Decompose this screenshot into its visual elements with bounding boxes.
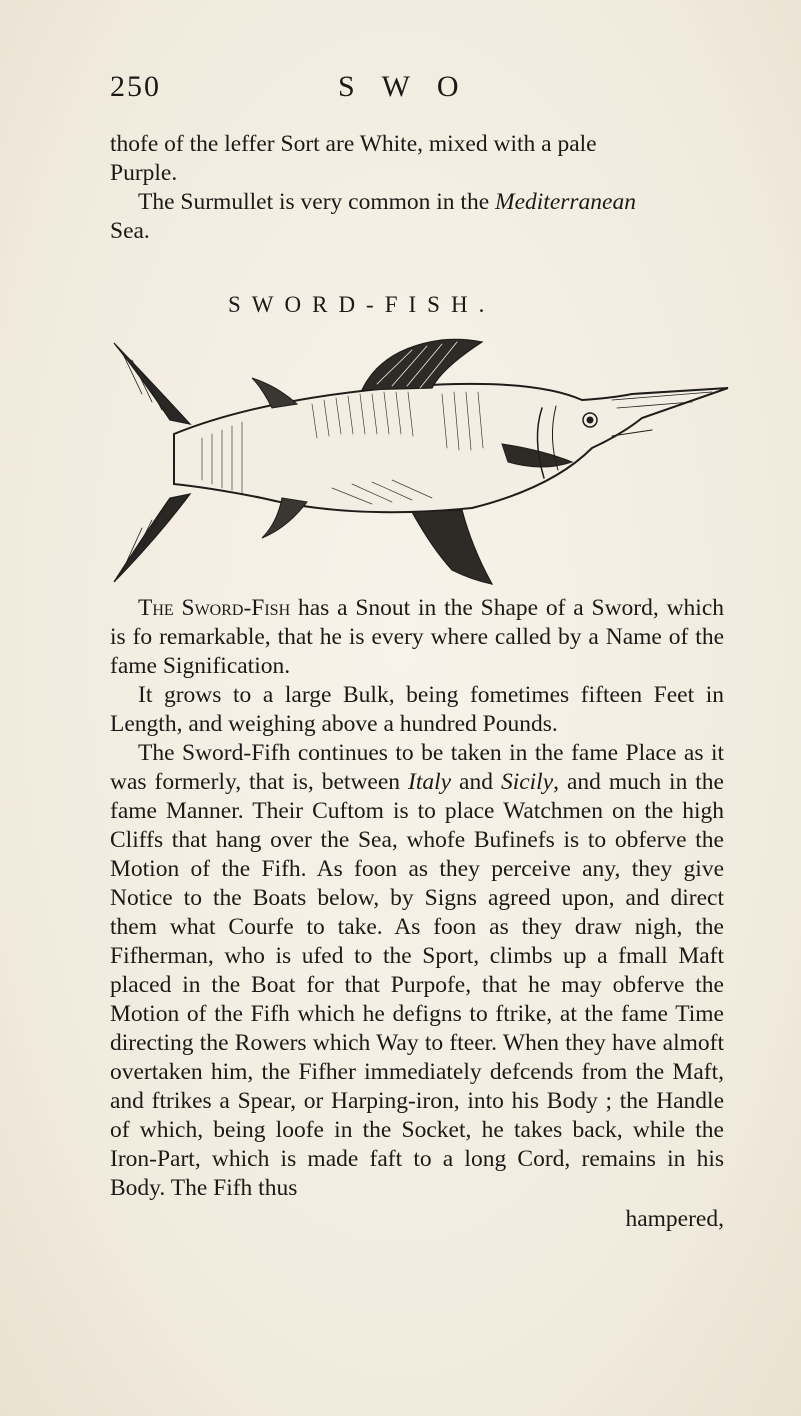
sword-fish-small-caps: The Sword-Fish xyxy=(138,595,291,621)
intro-line-1: thofe of the leffer Sort are White, mixed with a pale xyxy=(110,131,597,157)
intro-line-2: Purple. xyxy=(110,160,178,186)
paragraph-3-and: and xyxy=(451,769,501,795)
intro-paragraph xyxy=(110,130,724,246)
page-number: 250 xyxy=(110,70,161,103)
paragraph-2: It grows to a large Bulk, being fometimes fifteen Feet in Length, and weighing above a hundred Pounds. xyxy=(110,682,724,737)
intro-line-3-text: The Surmullet is very common in the xyxy=(138,189,496,215)
running-head: S W O xyxy=(338,70,469,103)
paragraph-1-text: has a Snout in the Shape of a Sword, which is fo remarkable, that he is every where called by a Name of the fame Signification. xyxy=(110,595,725,679)
article-body xyxy=(110,594,724,1203)
paragraph-3 xyxy=(110,739,724,1203)
place-name-sicily: Sicily xyxy=(500,769,554,795)
place-name-mediterranean: Mediterranean xyxy=(495,189,636,215)
section-title: SWORD-FISH. xyxy=(228,292,496,317)
catchword: hampered, xyxy=(625,1206,724,1232)
place-name-italy: Italy xyxy=(408,769,452,795)
intro-line-4: Sea. xyxy=(110,218,150,244)
sword-fish-illustration xyxy=(112,338,732,586)
paragraph-3-text-a: The Sword-Fifh continues to be taken in the fame Place as it was formerly, that is, between xyxy=(110,740,724,795)
paragraph-3-text-b: , and much in the fame Manner. Their Cuftom is to place Watchmen on the high Cliffs that hang over the Sea, whofe Bufinefs is to obferve the Motion of the Fifh. As foon as they perceive any, they give Notice to the Boats below, by Signs agreed upon, and direct them what Courfe to take. As foon as they draw nigh, the Fifherman, who is ufed to the Sport, climbs up a fmall Maft placed in the Boat for that Purpofe, that he may obferve the Motion of the Fifh which he defigns to ftrike, at the fame Time directing the Rowers which Way to fteer. When they have almoft overtaken him, the Fifher immediately defcends from the Maft, and ftrikes a Spear, or Harping-iron, into his Body ; the Handle of which, being loofe in the Socket, he takes back, while the Iron-Part, which is made faft to a long Cord, remains in his Body. The Fifh thus xyxy=(110,769,724,1201)
page-header xyxy=(110,70,710,110)
paragraph-1 xyxy=(110,594,724,681)
intro-line-3 xyxy=(110,188,724,217)
